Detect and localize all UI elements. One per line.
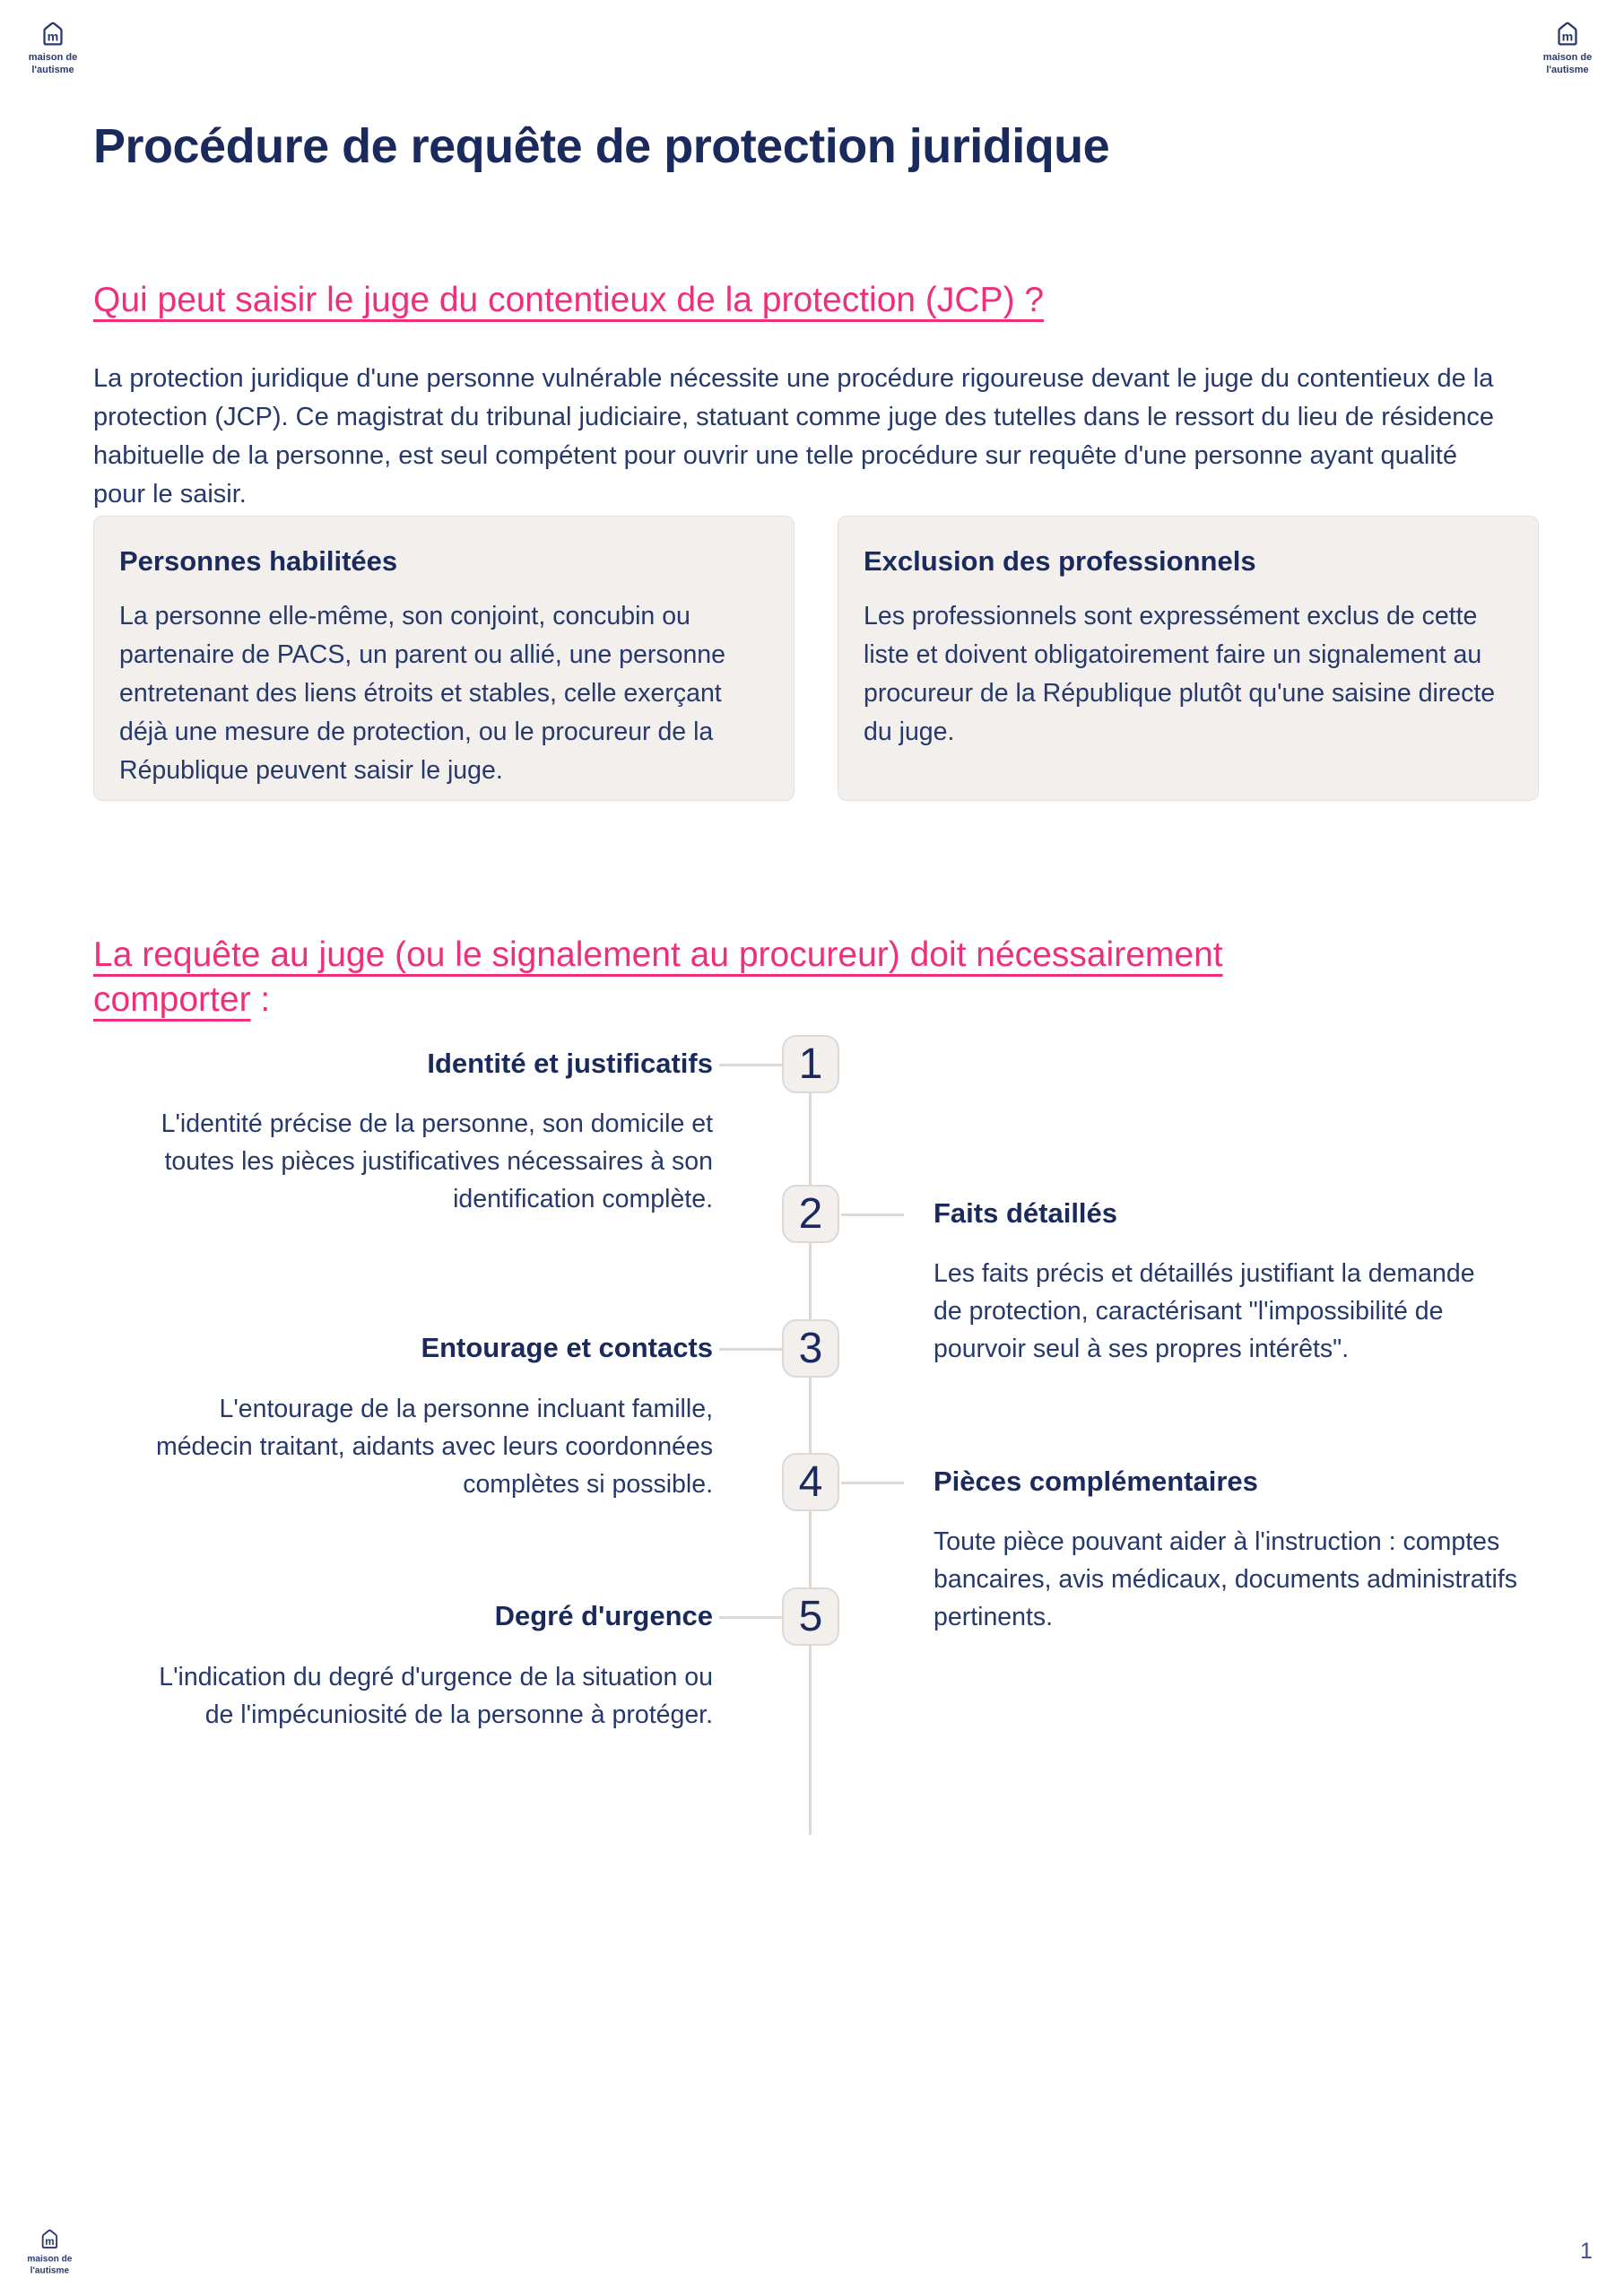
heading-colon: : [250, 980, 271, 1020]
maison-autisme-logo [1527, 18, 1608, 77]
svg-text:m: m [47, 30, 59, 45]
step-number: 2 [798, 1190, 823, 1238]
card-exclusion-professionnels [838, 516, 1539, 801]
step-body: L'identité précise de la personne, son domicile et toutes les pièces justificatives nécessaires à son identification complète. [161, 1109, 713, 1213]
maison-autisme-logo [13, 2226, 87, 2277]
step-title: Faits détaillés [934, 1197, 1118, 1229]
timeline-connector [841, 1482, 904, 1484]
logo-text-line1: maison de [28, 52, 78, 63]
step-body: L'entourage de la personne incluant famille, médecin traitant, aidants avec leurs coordonnées complètes si possible. [155, 1395, 713, 1499]
step-title: Entourage et contacts [421, 1332, 713, 1363]
step-title: Pièces complémentaires [934, 1465, 1258, 1497]
page-title: Procédure de requête de protection juridique [93, 119, 1110, 174]
svg-text:m: m [1561, 30, 1574, 45]
step-title: Degré d'urgence [494, 1600, 713, 1631]
step-number: 3 [798, 1325, 823, 1372]
step-number: 4 [798, 1458, 823, 1506]
step-body: Les faits précis et détaillés justifiant la demande de protection, caractérisant "l'impossibilité de pourvoir seul à ses propres intérêts". [934, 1259, 1475, 1363]
section-heading-requete-comporter[interactable] [93, 933, 1376, 1022]
logo-text-line2: l'autisme [30, 2265, 70, 2275]
logo-text [1527, 52, 1608, 77]
step-number-badge [782, 1319, 839, 1378]
card-personnes-habilitees [93, 516, 795, 801]
timeline-spine [809, 1064, 812, 1835]
step-number-badge [782, 1453, 839, 1511]
intro-paragraph: La protection juridique d'une personne vulnérable nécessite une procédure rigoureuse devant le juge du contentieux de la protection (JCP). Ce magistrat du tribunal judiciaire, statuant comme juge des tutelles dans le ressort du lieu de résidence habituelle de la personne, est seul compétent pour ouvrir une telle procédure sur requête d'une personne ayant qualité pour le saisir. [93, 364, 1494, 509]
logo-text-line1: maison de [1542, 52, 1593, 63]
logo-text [13, 52, 93, 77]
timeline-connector [719, 1348, 782, 1351]
section-heading-link[interactable]: Qui peut saisir le juge du contentieux de la protection (JCP) ? [93, 281, 1045, 320]
svg-text:m: m [45, 2235, 55, 2248]
step-number: 5 [798, 1593, 823, 1640]
logo-text-line1: maison de [27, 2254, 73, 2265]
house-m-icon [13, 2226, 87, 2252]
section-heading-qui-peut-saisir[interactable] [93, 278, 1528, 323]
logo-text-line2: l'autisme [31, 64, 74, 75]
step-number-badge [782, 1035, 839, 1093]
timeline-connector [841, 1213, 904, 1216]
card-body: Les professionnels sont expressément exclus de cette liste et doivent obligatoirement faire un signalement au procureur de la République plutôt qu'une saisine directe du juge. [864, 602, 1496, 746]
step-body: L'indication du degré d'urgence de la situation ou de l'impécuniosité de la personne à protéger. [159, 1663, 713, 1729]
timeline-connector [719, 1064, 782, 1066]
step-number-badge [782, 1587, 839, 1646]
card-title: Personnes habilitées [119, 545, 398, 577]
page-number: 1 [1580, 2239, 1593, 2264]
step-number: 1 [798, 1040, 823, 1088]
timeline-connector [719, 1616, 782, 1619]
step-title: Identité et justificatifs [427, 1048, 713, 1079]
step-number-badge [782, 1185, 839, 1243]
logo-text [13, 2254, 87, 2276]
house-m-icon [1527, 18, 1608, 50]
logo-text-line2: l'autisme [1546, 64, 1589, 75]
step-body: Toute pièce pouvant aider à l'instruction : comptes bancaires, avis médicaux, documents administratifs pertinents. [934, 1527, 1518, 1631]
card-title: Exclusion des professionnels [864, 545, 1256, 577]
maison-autisme-logo [13, 18, 93, 77]
section-heading-link[interactable]: La requête au juge (ou le signalement au procureur) doit nécessairement comporter [93, 935, 1223, 1020]
card-body: La personne elle-même, son conjoint, concubin ou partenaire de PACS, un parent ou allié, une personne entretenant des liens étroits et stables, celle exerçant déjà une mesure de protection, ou le procureur de la République peuvent saisir le juge. [119, 602, 726, 785]
house-m-icon [13, 18, 93, 50]
